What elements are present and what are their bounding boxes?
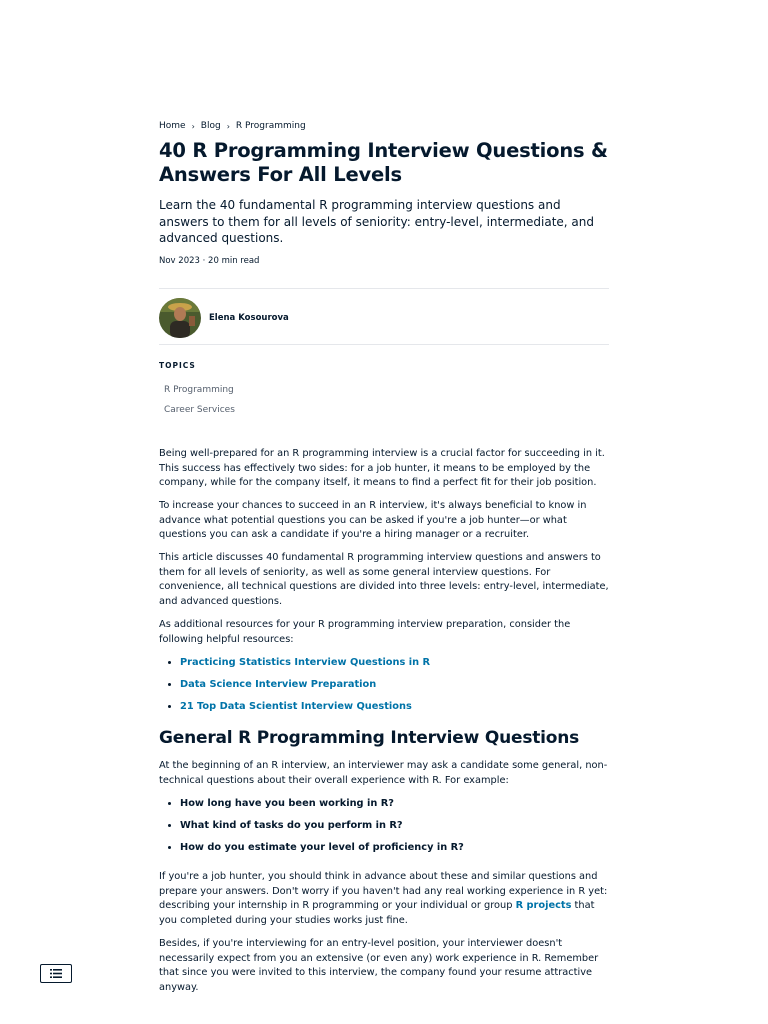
list-item [180,678,610,700]
topic-career-services[interactable]: Career Services [164,405,235,415]
breadcrumb-separator: › [191,121,195,131]
breadcrumb-r-programming[interactable]: R Programming [235,121,306,131]
paragraph: At the beginning of an R interview, an interviewer may ask a candidate some general, non-technical questions about their overall experience with R. For example: [159,760,608,786]
divider [159,288,609,289]
divider [159,344,609,345]
topic-r-programming[interactable]: R Programming [164,385,234,395]
breadcrumb-home[interactable]: Home [159,121,186,131]
author-block [159,298,289,338]
resource-list [159,656,610,722]
r-projects-link[interactable]: R projects [515,900,572,911]
paragraph-text: If you're a job hunter, you should think in advance about these and similar questions and prepare your answers. Don't worry if you haven't had any real working experience in R yet: describing your internship in R programming or your individual or group [159,871,608,911]
list-item: • What kind of tasks do you perform in R? [180,819,610,841]
article-meta [159,256,259,266]
paragraph: To increase your chances to succeed in an R interview, it's always beneficial to know in advance what potential questions you can be asked if you're a job hunter—or what questions you can ask a candidate if you're a hiring manager or a recruiter. [159,500,587,540]
table-of-contents-button[interactable] [40,964,72,983]
author-name[interactable]: Elena Kosourova [209,313,289,323]
list-item [180,656,610,678]
author-avatar-icon [159,298,201,338]
article-date: Nov 2023 [159,256,200,266]
list-item: • How do you estimate your level of proficiency in R? [180,841,610,863]
list-item [180,700,610,722]
article-read-time: 20 min read [208,256,260,266]
breadcrumb [159,121,306,131]
paragraph: This article discusses 40 fundamental R programming interview questions and answers to them for all levels of seniority, as well as some general interview questions. For convenience, all technical questions are divided into three levels: entry-level, intermediate, and advanced questions. [159,552,609,607]
resource-link[interactable]: Data Science Interview Preparation [180,679,377,690]
article-lede: Learn the 40 fundamental R programming interview questions and answers to them for all levels of seniority: entry-level, intermediate, and advanced questions. [159,198,595,245]
avatar[interactable] [159,298,201,338]
paragraph [159,870,611,928]
meta-separator: · [202,256,209,266]
list-item: • How long have you been working in R? [180,797,610,819]
resource-link[interactable]: 21 Top Data Scientist Interview Questions [180,701,412,712]
topics-heading: TOPICS [159,361,196,370]
list-icon [50,969,62,978]
breadcrumb-separator: › [226,121,230,131]
paragraph: As additional resources for your R programming interview preparation, consider the following helpful resources: [159,619,571,645]
paragraph-text: that you completed during your studies works just fine. [159,900,595,926]
resource-link[interactable]: Practicing Statistics Interview Questions in R [180,657,431,668]
paragraph: Besides, if you're interviewing for an entry-level position, your interviewer doesn't necessarily expect from you an extensive (or even any) work experience in R. Remember that since you were invited to this interview, the company found your resume attractive anyway. [159,938,599,993]
section-heading: General R Programming Interview Questions [159,728,580,748]
paragraph: Being well-prepared for an R programming interview is a crucial factor for succeeding in it. This success has effectively two sides: for a job hunter, it means to be employed by the company, while for the company itself, it means to find a perfect fit for their job position. [159,448,605,488]
page-title: 40 R Programming Interview Questions & Answers For All Levels [159,139,608,186]
general-questions-list [159,797,610,863]
breadcrumb-blog[interactable]: Blog [200,121,221,131]
